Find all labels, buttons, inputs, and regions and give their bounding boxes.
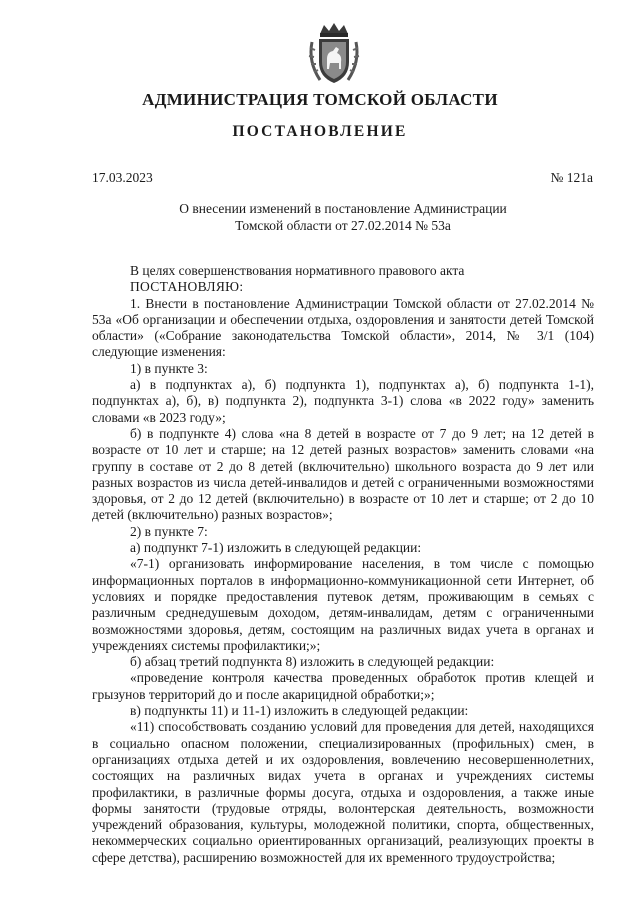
- body-paragraph: «проведение контроля качества проведенных обработок против клещей и грызунов территорий до и после акарицидной обработки;»;: [92, 670, 594, 702]
- document-number: № 121а: [550, 170, 593, 185]
- body-paragraph: 1) в пункте 3:: [130, 360, 208, 376]
- body-paragraph: а) в подпунктах а), б) подпункта 1), подпунктах а), б) подпункта 1-1), подпунктах а), б), в) подпункта 2), подпункта 3-1) слова «в 2022 году» заменить словами «в 2023 году»;: [92, 377, 594, 425]
- organization-title: АДМИНИСТРАЦИЯ ТОМСКОЙ ОБЛАСТИ: [142, 90, 498, 109]
- document-body: [92, 263, 594, 866]
- document-subject: [150, 200, 536, 234]
- body-paragraph: «7-1) организовать информирование населения, в том числе с помощью информационных порталов в информационно-коммуникационной сети Интернет, об условиях и порядке предоставления путевок детям, проживающим в семьях с различным среднедушевым доходом, детям-инвалидам, детям с ограниченными возможностями здоровья, детям, состоящим на различных видах учета в органах и учреждениях системы профилактики;»;: [92, 556, 594, 653]
- body-paragraph: «11) способствовать созданию условий для проведения для детей, находящихся в социально опасном положении, специализированных (профильных) смен, в организациях отдыха детей и их оздоровления, вовлечению несовершеннолетних, состоящих на различных видах учета в органах и учреждениях системы профилактики, в различные формы досуга, отдыха и оздоровления, а также иные формы занятости (трудовые отряды, волонтерская деятельность, возможности учреждений образования, культуры, молодежной политики, спорта, общественных, некоммерческих социально ориентированных организаций, реализующих проекты в сфере детства), расширению возможностей для их временного трудоустройства;: [92, 719, 594, 865]
- subject-line: О внесении изменений в постановление Администрации: [179, 201, 507, 216]
- subject-line: Томской области от 27.02.2014 № 53а: [235, 218, 451, 233]
- body-paragraph: В целях совершенствования нормативного правового акта: [130, 263, 465, 278]
- document-type: ПОСТАНОВЛЕНИЕ: [232, 123, 408, 140]
- resolve-heading: ПОСТАНОВЛЯЮ:: [130, 279, 244, 295]
- body-paragraph: б) абзац третий подпункта 8) изложить в следующей редакции:: [130, 654, 495, 670]
- body-paragraph: а) подпункт 7-1) изложить в следующей редакции:: [130, 540, 422, 556]
- body-paragraph: 1. Внести в постановление Администрации Томской области от 27.02.2014 № 53а «Об организации и обеспечении отдыха, оздоровления и занятости детей Томской области» («Собрание законодательства Томской области», 2014, № 3/1 (104) следующие изменения:: [92, 295, 594, 360]
- body-paragraph: в) подпункты 11) и 11-1) изложить в следующей редакции:: [130, 703, 469, 719]
- document-date: 17.03.2023: [92, 170, 153, 185]
- body-paragraph: 2) в пункте 7:: [130, 523, 208, 539]
- body-paragraph: б) в подпункте 4) слова «на 8 детей в возрасте от 7 до 9 лет; на 12 детей в возрасте от 10 лет и старше; на 12 детей разных возрастов» заменить словами «на группу в составе от 2 до 8 детей (включительно) школьного возраста до 9 лет или разных возрастов из числа детей-инвалидов и детей с ограниченными возможностями здоровья, от 2 до 12 детей (включительно) в возрасте от 10 лет и старше; от 2 до 10 детей (включительно) разных возрастов»;: [92, 425, 594, 523]
- tomsk-oblast-coat-of-arms-icon: [306, 22, 362, 86]
